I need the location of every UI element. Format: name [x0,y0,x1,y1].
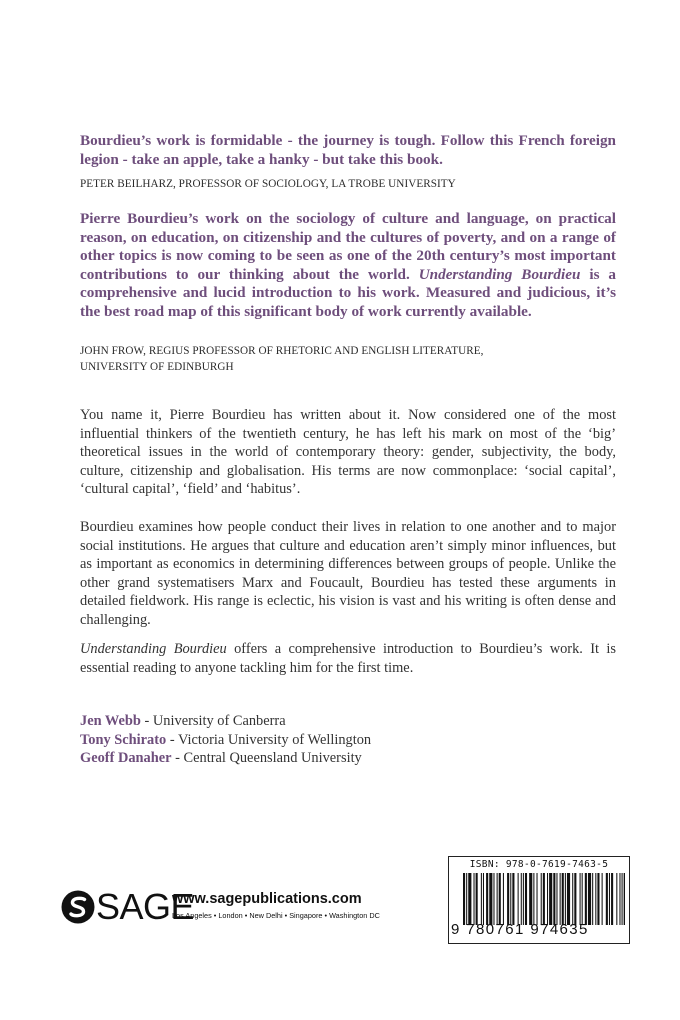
barcode-bar [572,873,573,925]
barcode-bar [565,873,566,925]
barcode-bar [497,873,498,925]
barcode-bar [529,873,532,925]
barcode-bar [525,873,527,925]
barcode-bar [624,873,625,925]
barcode-bar [622,873,623,925]
barcode-bar [512,873,514,925]
barcode-bar [547,873,548,925]
barcode-bar [533,873,534,925]
endorsement-attribution-beilharz: PETER BEILHARZ, PROFESSOR OF SOCIOLOGY, LA TROBE UNIVERSITY [80,178,456,190]
barcode-bar [582,873,583,925]
barcode-bar [562,873,564,925]
barcode-bar [489,873,492,925]
barcode-bar [585,873,587,925]
barcode-bar [486,873,488,925]
barcode-bar [466,873,467,925]
barcode-bar [549,873,552,925]
author-name: Jen Webb [80,713,141,729]
author-row [80,712,600,731]
author-row [80,749,600,768]
barcode-bar [523,873,524,925]
sage-logo-wordmark: SAGE [96,886,195,927]
barcode-bar [537,873,538,925]
isbn-barcode [448,856,630,944]
barcode-bar [493,873,494,925]
paragraph-text: offers a comprehensive introduction to Bourdieu’s work. It is essential reading to anyone tackling him for the first time. [80,641,616,676]
barcode-bar [463,873,465,925]
barcode-bar [481,873,482,925]
attribution-line-1: JOHN FROW, REGIUS PROFESSOR OF RHETORIC AND ENGLISH LITERATURE, [80,345,484,357]
barcode-bar [602,873,603,925]
book-title-italic: Understanding Bourdieu [80,641,227,657]
barcode-bar [574,873,576,925]
author-affiliation: - Central Queensland University [171,750,362,767]
barcode-bar [592,873,593,925]
barcode-bar [609,873,610,925]
barcode-bar [560,873,561,925]
barcode-bar [553,873,555,925]
book-title-italic: Understanding Bourdieu [418,265,581,283]
barcode-bar [499,873,501,925]
author-name: Tony Schirato [80,731,167,748]
publisher-block [60,887,390,933]
ean-digits: 9 780761 974635 [451,921,589,938]
description-paragraph-2: Bourdieu examines how people conduct their lives in relation to one another and to major social institutions. He argues that culture and education aren’t simply minor influences, but as important as economics in determining differences between groups of people. Unlike the other grand systematisers Marx and Foucault, Bourdieu has tested these arguments in detailed fieldwork. His range is eclectic, his vision is vast and his writing is often dense and challenging. [80,519,616,628]
barcode-bar [543,873,545,925]
publisher-url: www.sagepublications.com [172,891,362,907]
barcode-bar [474,873,475,925]
quote-text-part2: is a comprehensive and lucid introduction to his work. Measured and judicious, it’s the best road map of this significant body of work currently available. [80,265,617,320]
barcode-bar [606,873,608,925]
endorsement-attribution-frow [80,343,620,375]
author-row [80,731,600,750]
barcode-bar [595,873,596,925]
endorsement-quote-frow [80,210,616,322]
barcode-bar [468,873,471,925]
barcode-bar [580,873,581,925]
barcode-bars [463,873,625,925]
barcode-bar [588,873,591,925]
author-affiliation: - Victoria University of Wellington [166,731,372,748]
barcode-bar [619,873,620,925]
barcode-bar [597,873,599,925]
endorsement-quote-beilharz [80,132,616,169]
barcode-bar [483,873,484,925]
barcode-bar [518,873,519,925]
isbn-label: ISBN: 978-0-7619-7463-5 [469,859,609,870]
description-paragraph-3 [80,640,616,677]
barcode-bar [476,873,478,925]
barcode-bar [503,873,504,925]
sage-logo-icon [60,889,96,925]
barcode-bar [541,873,542,925]
author-affiliation: - University of Canberra [140,713,286,729]
author-name: Geoff Danaher [80,750,172,767]
barcode-bar [521,873,522,925]
barcode-bar [507,873,509,925]
author-list [80,712,600,768]
publisher-cities: Los Angeles • London • New Delhi • Singapore • Washington DC [172,911,380,920]
barcode-bar [611,873,613,925]
barcode-bar [510,873,511,925]
quote-text: Bourdieu’s work is formidable - the journey is tough. Follow this French foreign legion - take an apple, take a hanky - but take this book. [80,132,616,168]
quote-text-part1: Pierre Bourdieu’s work on the sociology of culture and language, on practical reason, on education, on citizenship and the cultures of poverty, and on a range of other topics is now coming to be seen as one of the 20th century’s most important contributions to our thinking about the world. [80,210,616,283]
barcode-bar [556,873,557,925]
description-paragraph-1: You name it, Pierre Bourdieu has written about it. Now considered one of the most influential thinkers of the twentieth century, he has left his mark on most of the ‘big’ theoretical issues in the world of contemporary theory: gender, subjectivity, the body, culture, citizenship and globalisation. His terms are now commonplace: ‘social capital’, ‘cultural capital’, ‘field’ and ‘habitus’. [80,407,616,498]
barcode-bar [616,873,617,925]
barcode-bar [567,873,570,925]
attribution-line-2: UNIVERSITY OF EDINBURGH [80,361,234,373]
